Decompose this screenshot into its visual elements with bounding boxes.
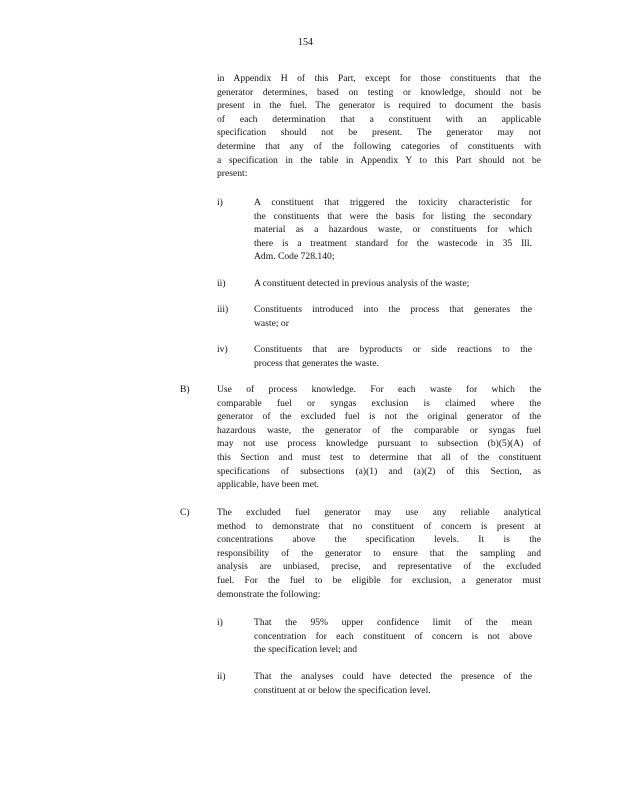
- text-line: this Section and must test to determine that all of the constituent: [217, 451, 541, 463]
- section-b-paragraph: [217, 383, 541, 492]
- text-line: the constituents that were the basis for listing the secondary: [254, 210, 532, 222]
- text-line: generator determines, based on testing or knowledge, should not be: [217, 86, 541, 98]
- text-line: applicable, have been met.: [217, 479, 320, 491]
- text-line: A constituent detected in previous analysis of the waste;: [254, 278, 470, 289]
- text-line: A constituent that triggered the toxicity characteristic for: [254, 197, 532, 208]
- text-line: demonstrate the following:: [217, 588, 321, 600]
- text-line: there is a treatment standard for the wastecode in 35 Ill.: [254, 237, 532, 249]
- text-line: Adm. Code 728.140;: [254, 251, 335, 263]
- text-line: comparable fuel or syngas exclusion is claimed where the: [217, 397, 541, 409]
- list-item-label: iv): [217, 344, 228, 355]
- text-line: fuel. For the fuel to be eligible for exclusion, a generator must: [217, 574, 541, 586]
- text-line: The excluded fuel generator may use any reliable analytical: [217, 507, 541, 518]
- text-line: specification should not be present. The generator may not: [217, 127, 541, 139]
- section-label: C): [180, 507, 190, 518]
- section-label: B): [180, 384, 190, 395]
- text-line: Constituents introduced into the process that generates the: [254, 304, 532, 315]
- list-item-label: iii): [217, 304, 229, 315]
- list-item-label: i): [217, 197, 223, 208]
- list-item-text: [254, 616, 532, 657]
- text-line: That the 95% upper confidence limit of the mean: [254, 617, 532, 628]
- list-item-text: [254, 670, 532, 697]
- text-line: the specification level; and: [254, 644, 358, 656]
- intro-paragraph: [217, 72, 541, 181]
- list-item-text: [254, 277, 532, 291]
- list-item-text: [254, 343, 532, 370]
- text-line: present:: [217, 168, 248, 180]
- text-line: of each determination that a constituent with an applicable: [217, 113, 541, 125]
- list-item-text: [254, 303, 532, 330]
- text-line: determine that any of the following categories of constituents with: [217, 140, 541, 152]
- list-item-label: ii): [217, 278, 226, 289]
- list-item-label: ii): [217, 671, 226, 682]
- text-line: hazardous waste, the generator of the comparable or syngas fuel: [217, 424, 541, 436]
- text-line: specifications of subsections (a)(1) and (a)(2) of this Section, as: [217, 465, 541, 477]
- text-line: That the analyses could have detected the presence of the: [254, 671, 532, 682]
- text-line: a specification in the table in Appendix Y to this Part should not be: [217, 154, 541, 166]
- text-line: constituent at or below the specification level.: [254, 684, 431, 696]
- text-line: process that generates the waste.: [254, 357, 379, 369]
- text-line: may not use process knowledge pursuant to subsection (b)(5)(A) of: [217, 438, 541, 450]
- text-line: concentrations above the specification levels. It is the: [217, 534, 541, 546]
- page-number: 154: [298, 37, 313, 48]
- text-line: present in the fuel. The generator is required to document the basis: [217, 100, 541, 112]
- text-line: in Appendix H of this Part, except for those constituents that the: [217, 73, 541, 84]
- text-line: method to demonstrate that no constituent of concern is present at: [217, 520, 541, 532]
- text-line: Constituents that are byproducts or side reactions to the: [254, 344, 532, 355]
- text-line: concentration for each constituent of concern is not above: [254, 630, 532, 642]
- text-line: analysis are unbiased, precise, and representative of the excluded: [217, 561, 541, 573]
- section-c-paragraph: [217, 506, 541, 601]
- text-line: waste; or: [254, 317, 289, 329]
- text-line: Use of process knowledge. For each waste for which the: [217, 384, 541, 395]
- text-line: material as a hazardous waste, or constituents for which: [254, 224, 532, 236]
- text-line: responsibility of the generator to ensure that the sampling and: [217, 547, 541, 559]
- list-item-label: i): [217, 617, 223, 628]
- text-line: generator of the excluded fuel is not the original generator of the: [217, 411, 541, 423]
- list-item-text: [254, 196, 532, 264]
